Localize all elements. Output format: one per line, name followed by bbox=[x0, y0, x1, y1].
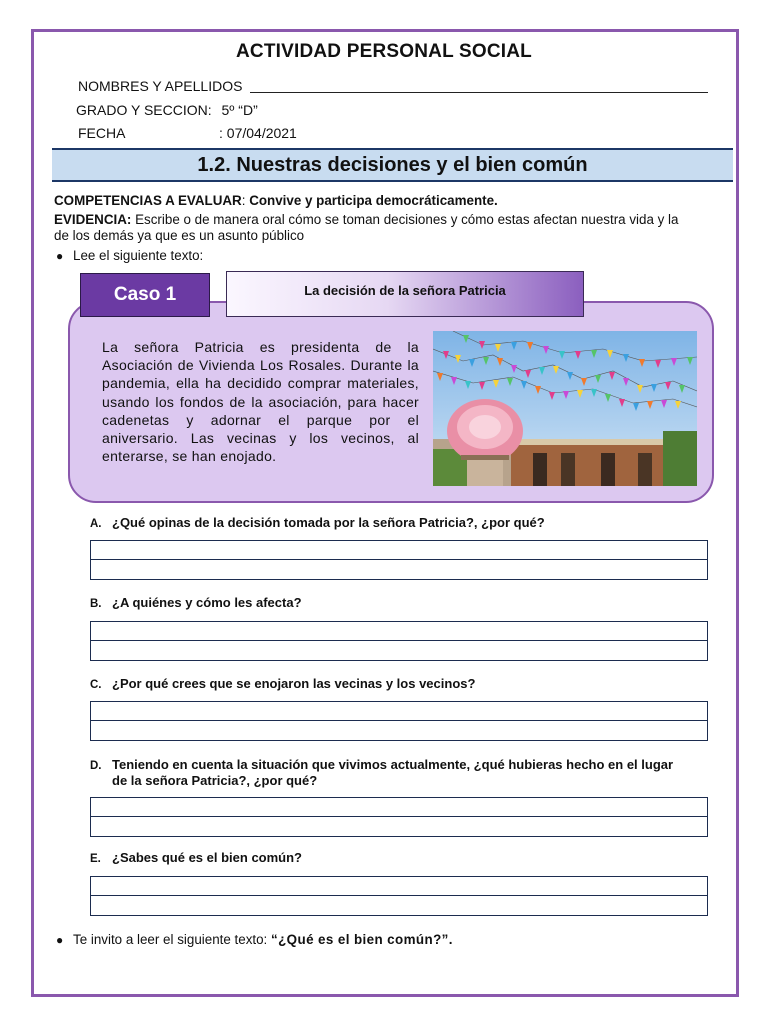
closing-prefix: Te invito a leer el siguiente texto: bbox=[73, 932, 271, 947]
question-d-text-1: Teniendo en cuenta la situación que vivimos actualmente, ¿qué hubieras hecho en el lugar bbox=[112, 757, 674, 772]
question-c-letter: C. bbox=[90, 679, 102, 691]
page-title: ACTIVIDAD PERSONAL SOCIAL bbox=[235, 41, 532, 62]
question-c-text: ¿Por qué crees que se enojaron las vecinas y los vecinos? bbox=[112, 676, 476, 691]
question-a bbox=[90, 515, 545, 532]
answer-box-e[interactable] bbox=[90, 876, 708, 916]
section-title: 1.2. Nuestras decisiones y el bien común bbox=[52, 148, 733, 182]
answer-box-d-divider bbox=[91, 816, 707, 817]
bullet-icon: ● bbox=[56, 933, 64, 947]
park-decorations-photo bbox=[433, 331, 697, 486]
competencias-sep: : bbox=[241, 193, 250, 208]
answer-box-c[interactable] bbox=[90, 701, 708, 741]
instruction-text: Lee el siguiente texto: bbox=[73, 248, 204, 263]
grade-field bbox=[76, 102, 258, 118]
competencias-line bbox=[54, 193, 498, 209]
case-tab: Caso 1 bbox=[80, 273, 210, 317]
names-field bbox=[78, 78, 242, 94]
answer-box-d[interactable] bbox=[90, 797, 708, 837]
answer-box-a[interactable] bbox=[90, 540, 708, 580]
answer-box-b-divider bbox=[91, 640, 707, 641]
grade-value: 5º “D” bbox=[221, 102, 258, 118]
question-b-letter: B. bbox=[90, 598, 102, 610]
question-b bbox=[90, 595, 302, 612]
question-d-letter: D. bbox=[90, 760, 102, 772]
closing-line bbox=[73, 932, 453, 948]
date-label: FECHA bbox=[78, 125, 126, 141]
question-b-text: ¿A quiénes y cómo les afecta? bbox=[112, 595, 302, 610]
case-title: La decisión de la señora Patricia bbox=[226, 271, 584, 317]
answer-box-e-divider bbox=[91, 895, 707, 896]
question-a-text: ¿Qué opinas de la decisión tomada por la señora Patricia?, ¿por qué? bbox=[112, 515, 545, 530]
question-c bbox=[90, 676, 475, 693]
story-text: La señora Patricia es presidenta de la Asociación de Vivienda Los Rosales. Durante la pandemia, ella ha decidido comprar materiales, usando los fondos de la asociación, para hacer cadenetas y adornar el parque por el aniversario. Las vecinas y los vecinos, al enterarse, se han enojado. bbox=[102, 339, 419, 465]
answer-box-c-divider bbox=[91, 720, 707, 721]
question-e-text: ¿Sabes qué es el bien común? bbox=[112, 850, 302, 865]
bullet-icon: ● bbox=[56, 249, 64, 263]
question-e-letter: E. bbox=[90, 853, 101, 865]
evidencia-text-2: de los demás ya que es un asunto público bbox=[54, 228, 305, 243]
evidencia-label: EVIDENCIA: bbox=[54, 212, 132, 227]
question-d bbox=[90, 757, 730, 774]
date-value: : 07/04/2021 bbox=[219, 125, 297, 141]
competencias-value: Convive y participa democráticamente. bbox=[249, 193, 498, 208]
evidencia-line-1 bbox=[54, 212, 678, 228]
answer-box-b[interactable] bbox=[90, 621, 708, 661]
names-blank-line[interactable] bbox=[250, 92, 708, 93]
closing-highlight: “¿Qué es el bien común?”. bbox=[271, 932, 453, 947]
question-d-line-2: de la señora Patricia?, ¿por qué? bbox=[112, 773, 318, 788]
answer-box-a-divider bbox=[91, 559, 707, 560]
competencias-label: COMPETENCIAS A EVALUAR bbox=[54, 193, 242, 208]
names-label: NOMBRES Y APELLIDOS bbox=[78, 78, 243, 94]
evidencia-text-1: Escribe o de manera oral cómo se toman decisiones y cómo estas afectan nuestra vida y la bbox=[131, 212, 679, 227]
question-a-letter: A. bbox=[90, 518, 102, 530]
question-e bbox=[90, 850, 302, 867]
grade-label: GRADO Y SECCION: bbox=[76, 102, 212, 118]
